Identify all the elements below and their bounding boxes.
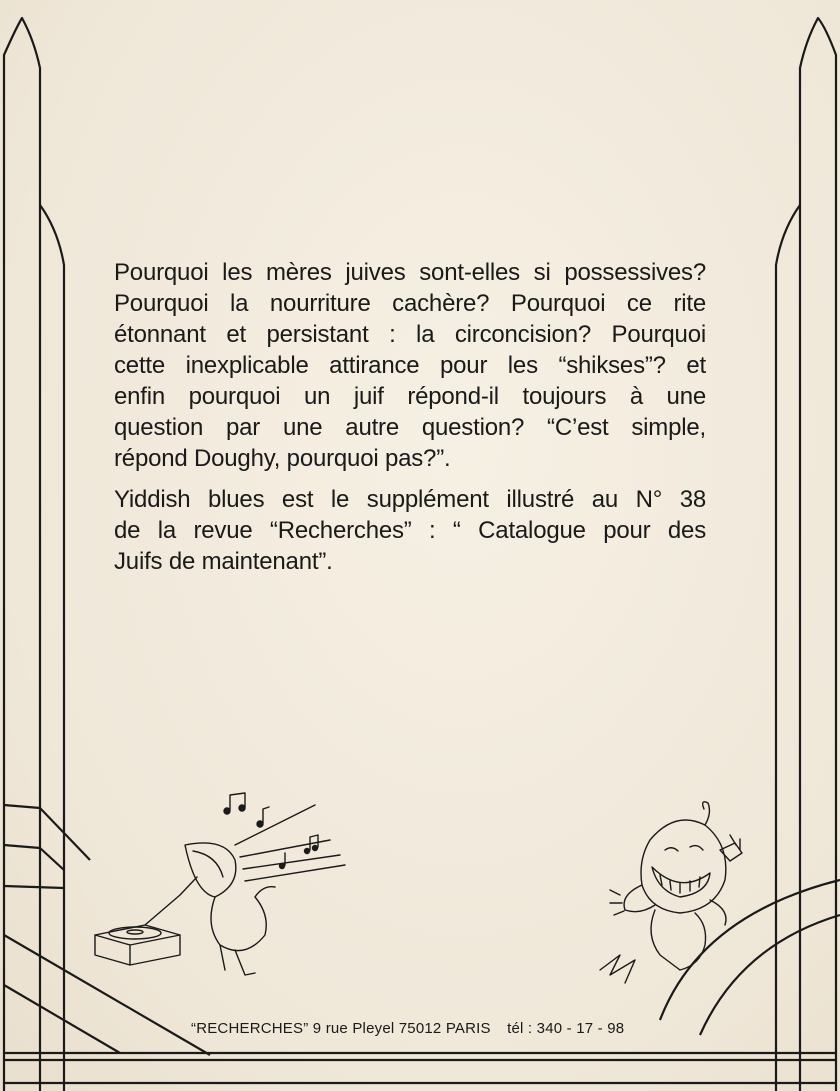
left-stair-2	[4, 845, 64, 870]
intro-line-3: étonnant et persistant : la circoncision? Pourquoi	[114, 321, 706, 348]
right-outer-column	[800, 18, 836, 1091]
left-stair-3	[4, 886, 64, 888]
right-inner-column	[776, 205, 800, 1091]
intro-line-4: cette inexplicable attirance pour les “shikses”? et	[114, 352, 706, 379]
supplement-paragraph	[114, 484, 706, 577]
left-outer-column	[4, 18, 40, 1091]
intro-paragraph	[114, 257, 706, 474]
intro-line-2: Pourquoi la nourriture cachère? Pourquoi ce rite	[114, 290, 706, 317]
publisher-address-line	[191, 1020, 624, 1037]
intro-line-1: Pourquoi les mères juives sont-elles si possessives?	[114, 259, 706, 286]
intro-line-6: question par une autre question? “C’est simple,	[114, 414, 706, 441]
intro-line-7: répond Doughy, pourquoi pas?”.	[114, 445, 451, 472]
supplement-line-3: Juifs de maintenant”.	[114, 548, 333, 575]
gramophone-bird-icon	[85, 785, 355, 985]
laughing-figure-icon	[580, 795, 770, 990]
left-stair-5	[4, 985, 120, 1053]
intro-line-5: enfin pourquoi un juif répond-il toujours à une	[114, 383, 706, 410]
publisher-phone: tél : 340 - 17 - 98	[507, 1020, 625, 1037]
left-stair-1	[4, 805, 90, 860]
publisher-address: 9 rue Pleyel 75012 PARIS	[312, 1020, 491, 1037]
supplement-line-2: de la revue “Recherches” : “ Catalogue pour des	[114, 517, 706, 544]
publisher-name: “RECHERCHES”	[191, 1020, 309, 1037]
supplement-line-1: Yiddish blues est le supplément illustré au N° 38	[114, 486, 706, 513]
